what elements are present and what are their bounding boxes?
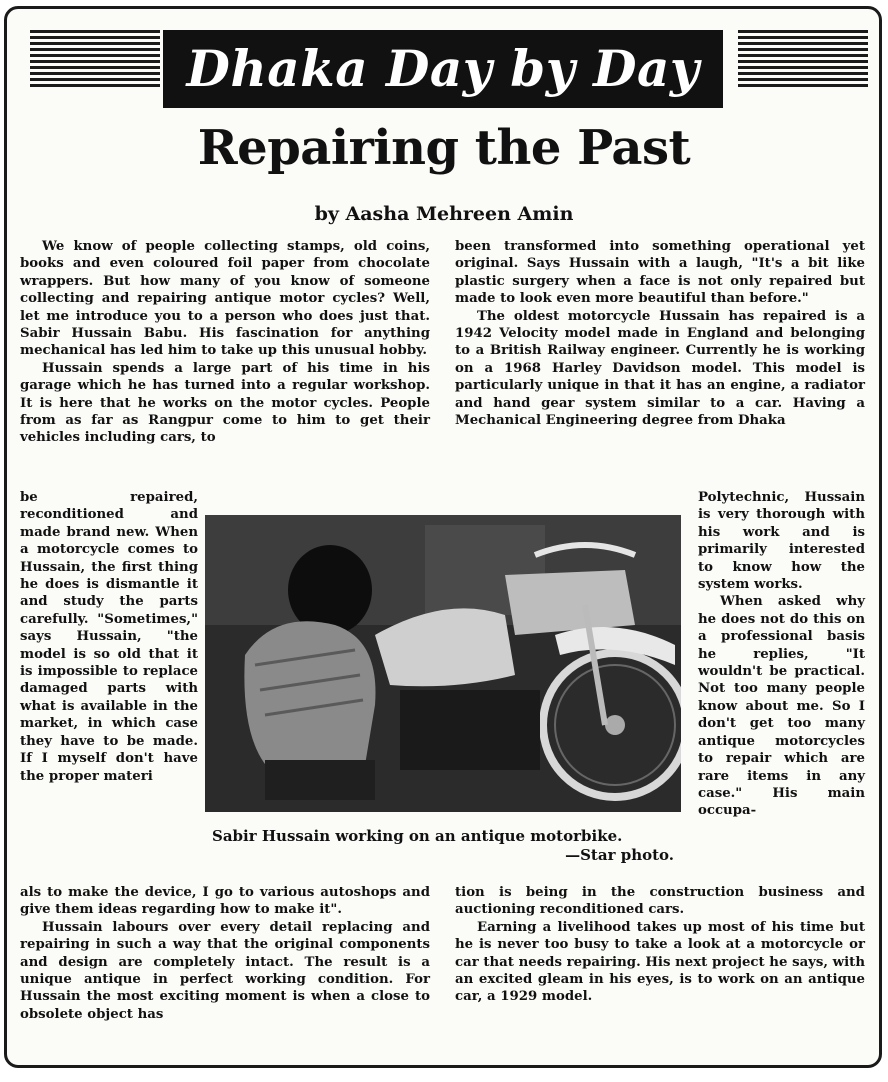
paragraph: We know of people collecting stamps, old coins, books and even coloured foil paper from chocolate wrappers. But how many of you know of someone collecting and repairing antique motor cycles? Well, let me introduce you to a person who does just that. Sabir Hussain Babu. His fascination for anything mechanical has led him to take up this unusual hobby. bbox=[20, 239, 430, 359]
byline: by Aasha Mehreen Amin bbox=[314, 203, 574, 225]
caption-text: Sabir Hussain working on an antique motorbike. bbox=[212, 827, 623, 845]
article-photo bbox=[205, 515, 681, 812]
col2-bottom bbox=[455, 884, 865, 1006]
photo-caption bbox=[212, 827, 674, 865]
motorbike-photo-illustration bbox=[205, 515, 681, 812]
paragraph: When asked why he does not do this on a professional basis he replies, "It wouldn't be practical. Not too many people know about me. So I don't get too many antique motorcycles to repair which are rare items in any case." His main occupa- bbox=[698, 594, 865, 819]
paragraph: Polytechnic, Hussain is very thorough with his work and is primarily interested to know how the system works. bbox=[698, 490, 865, 593]
paragraph: been transformed into something operational yet original. Says Hussain with a laugh, "It's a bit like plastic surgery when a face is not only repaired but made to look even more beautiful than before." bbox=[455, 239, 865, 307]
banner-stripes-left bbox=[30, 30, 160, 90]
photo-credit: —Star photo. bbox=[565, 846, 674, 864]
col1-top bbox=[20, 238, 430, 447]
paragraph: Earning a livelihood takes up most of his time but he is never too busy to take a look at a motorcycle or car that needs repairing. His next project he says, with an excited gleam in his eyes, is to work on an antique car, a 1929 model. bbox=[455, 919, 865, 1005]
paragraph: tion is being in the construction business and auctioning reconditioned cars. bbox=[455, 885, 865, 918]
banner-stripes-right bbox=[738, 30, 868, 90]
paragraph: Hussain labours over every detail replacing and repairing in such a way that the original components and design are completely intact. The result is a unique antique in perfect working condition. For Hussain the most exciting moment is when a close to obsolete object has bbox=[20, 919, 430, 1022]
headline: Repairing the Past bbox=[197, 120, 691, 176]
col1-bottom bbox=[20, 884, 430, 1023]
col2-top bbox=[455, 238, 865, 429]
paragraph: The oldest motorcycle Hussain has repaired is a 1942 Velocity model made in England and belonging to a British Railway engineer. Currently he is working on a 1968 Harley Davidson model. This model is particularly unique in that it has an engine, a radiator and hand gear system similar to a car. Having a Mechanical Engineering degree from Dhaka bbox=[455, 308, 865, 429]
paragraph: be repaired, reconditioned and made brand new. When a motorcycle comes to Hussain, the first thing he does is dismantle it and study the parts carefully. "Sometimes," says Hussain, "the model is so old that it is impossible to replace damaged parts with what is available in the market, in which case they have to be made. If I myself don't have the proper materi bbox=[20, 490, 198, 784]
col1-narrow bbox=[20, 489, 198, 785]
paragraph: als to make the device, I go to various autoshops and give them ideas regarding how to make it". bbox=[20, 885, 430, 918]
column-banner: Dhaka Day by Day bbox=[163, 30, 723, 108]
col2-narrow bbox=[698, 489, 865, 820]
paragraph: Hussain spends a large part of his time in his garage which he has turned into a regular workshop. It is here that he works on the motor cycles. People from as far as Rangpur come to him to get their vehicles including cars, to bbox=[20, 360, 430, 446]
